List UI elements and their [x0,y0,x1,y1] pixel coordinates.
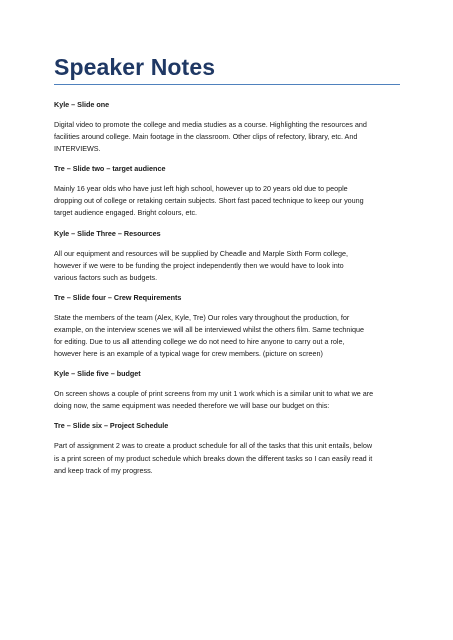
body-line: doing now, the same equipment was needed therefore we will base our budget on this: [54,401,330,411]
note-section [54,292,400,360]
body-line: facilities around college. Main footage in the classroom. Other clips of refectory, library, etc. And [54,132,358,142]
section-heading: Kyle – Slide Three – Resources [54,228,161,238]
note-section [54,163,400,219]
body-line: Mainly 16 year olds who have just left high school, however up to 20 years old due to people [54,184,348,194]
body-line: dropping out of college or retaking certain subjects. Short fast paced technique to keep our young [54,196,364,206]
section-heading: Tre – Slide six – Project Schedule [54,421,169,431]
body-line: On screen shows a couple of print screens from my unit 1 work which is a similar unit to what we are [54,389,374,399]
body-line: example, on the interview scenes we will all be interviewed whilst the others film. Same technique [54,324,365,334]
body-line: various factors such as budgets. [54,272,158,282]
section-body [54,388,400,412]
section-heading: Kyle – Slide five – budget [54,369,141,379]
section-heading: Tre – Slide four – Crew Requirements [54,292,182,302]
page-title: Speaker Notes [54,52,400,85]
body-line: Digital video to promote the college and media studies as a course. Highlighting the resources and [54,120,367,129]
body-line: Part of assignment 2 was to create a product schedule for all of the tasks that this unit entails, below [54,441,373,451]
section-body [54,440,400,476]
note-section [54,420,400,476]
section-body [54,312,400,360]
note-section [54,99,400,155]
body-line: and keep track of my progress. [54,465,153,475]
section-heading: Kyle – Slide one [54,100,110,109]
section-body [54,183,400,219]
note-section [54,228,400,284]
note-section [54,368,400,412]
body-line: however if we were to be funding the project independently then we would have to look into [54,260,344,270]
section-body [54,248,400,284]
body-line: however here is an example of a typical wage for crew members. (picture on screen) [54,349,323,359]
body-line: target audience engaged. Bright colours, etc. [54,208,198,218]
body-line: INTERVIEWS. [54,144,101,154]
body-line: for editing. Due to us all attending college we do not need to hire anyone to carry out a role, [54,337,345,347]
section-heading: Tre – Slide two – target audience [54,164,166,174]
body-line: All our equipment and resources will be supplied by Cheadle and Marple Sixth Form college, [54,248,349,258]
body-line: State the members of the team (Alex, Kyle, Tre) Our roles vary throughout the production, for [54,312,350,322]
body-line: is a print screen of my product schedule which breaks down the different tasks so I can easily read it [54,453,373,463]
document-page [54,52,400,485]
notes-sections [54,99,400,477]
section-body [54,119,400,155]
